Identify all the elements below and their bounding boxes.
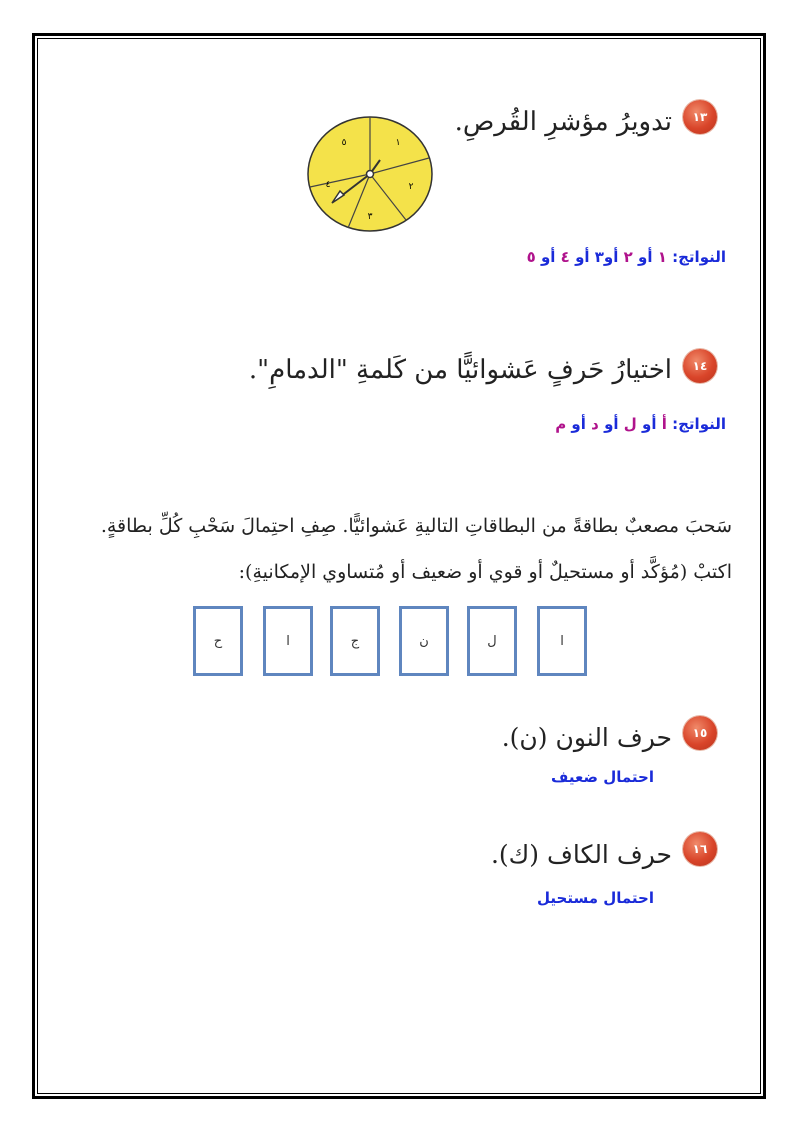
question-15-badge — [683, 716, 717, 750]
outcome-separator: أو — [604, 415, 619, 433]
question-14-text: اختيارُ حَرفٍ عَشوائيًّا من كَلمةِ "الدمامِ". — [248, 355, 672, 385]
card-4 — [330, 606, 380, 676]
card-5-letter: ا — [286, 633, 290, 649]
question-15-number: ١٥ — [692, 726, 708, 740]
spinner-label-1: ١ — [395, 138, 401, 148]
question-14-number: ١٤ — [692, 359, 708, 373]
question-13-outcomes — [527, 248, 726, 266]
spinner-label-2: ٢ — [408, 182, 414, 192]
question-14-badge — [683, 349, 717, 383]
outcome-alif: أ — [661, 415, 667, 433]
instructions-line-1: سَحبَ مصعبٌ بطاقةً من البطاقاتِ التاليةِ عَشوائيًّا. صِفِ احتِمالَ سَحْبِ كُلِّ بطاقةٍ. — [100, 515, 732, 537]
outcome-mim: م — [555, 415, 567, 433]
outcomes-label: النواتج: — [672, 415, 726, 433]
outcome-2: ٢ — [623, 248, 633, 266]
question-15-text: حرف النون (ن). — [501, 723, 672, 752]
outcome-3-with-separator: أو٣ — [594, 248, 619, 266]
question-16-answer: احتمال مستحيل — [537, 889, 654, 907]
card-6 — [193, 606, 243, 676]
question-13-number: ١٣ — [692, 110, 708, 124]
outcomes-label: النواتج: — [672, 248, 726, 266]
outcome-separator: أو — [642, 415, 657, 433]
card-1 — [537, 606, 587, 676]
card-2 — [467, 606, 517, 676]
spinner-label-3: ٣ — [367, 212, 373, 222]
card-6-letter: ح — [213, 633, 223, 649]
card-3-letter: ن — [419, 633, 429, 649]
question-16-badge — [683, 832, 717, 866]
spinner-label-4: ٤ — [325, 180, 331, 190]
outcome-4: ٤ — [560, 248, 570, 266]
card-3 — [399, 606, 449, 676]
outcome-separator: أو — [571, 415, 586, 433]
spinner-label-5: ٥ — [341, 138, 347, 148]
outcome-separator: أو — [575, 248, 590, 266]
question-13-text: تدويرُ مؤشرِ القُرصِ. — [454, 107, 672, 137]
question-14-outcomes — [555, 415, 726, 433]
card-4-letter: ج — [350, 633, 360, 649]
card-1-letter: ا — [560, 633, 564, 649]
outcome-1: ١ — [657, 248, 667, 266]
spinner-disc — [306, 115, 434, 233]
outcome-separator: أو — [638, 248, 653, 266]
instructions-line-2: اكتبْ (مُؤكَّد أو مستحيلٌ أو قوي أو ضعيف أو مُتساوي الإمكانيةِ): — [238, 561, 732, 583]
outcome-5: ٥ — [526, 248, 536, 266]
outcome-dal: د — [591, 415, 599, 433]
card-5 — [263, 606, 313, 676]
card-2-letter: ل — [487, 633, 497, 649]
question-15-answer: احتمال ضعيف — [551, 768, 654, 786]
question-16-text: حرف الكاف (ك). — [490, 840, 672, 869]
question-13-badge — [683, 100, 717, 134]
question-16-number: ١٦ — [692, 842, 708, 856]
outcome-separator: أو — [540, 248, 556, 266]
outcome-lam: ل — [623, 415, 637, 433]
